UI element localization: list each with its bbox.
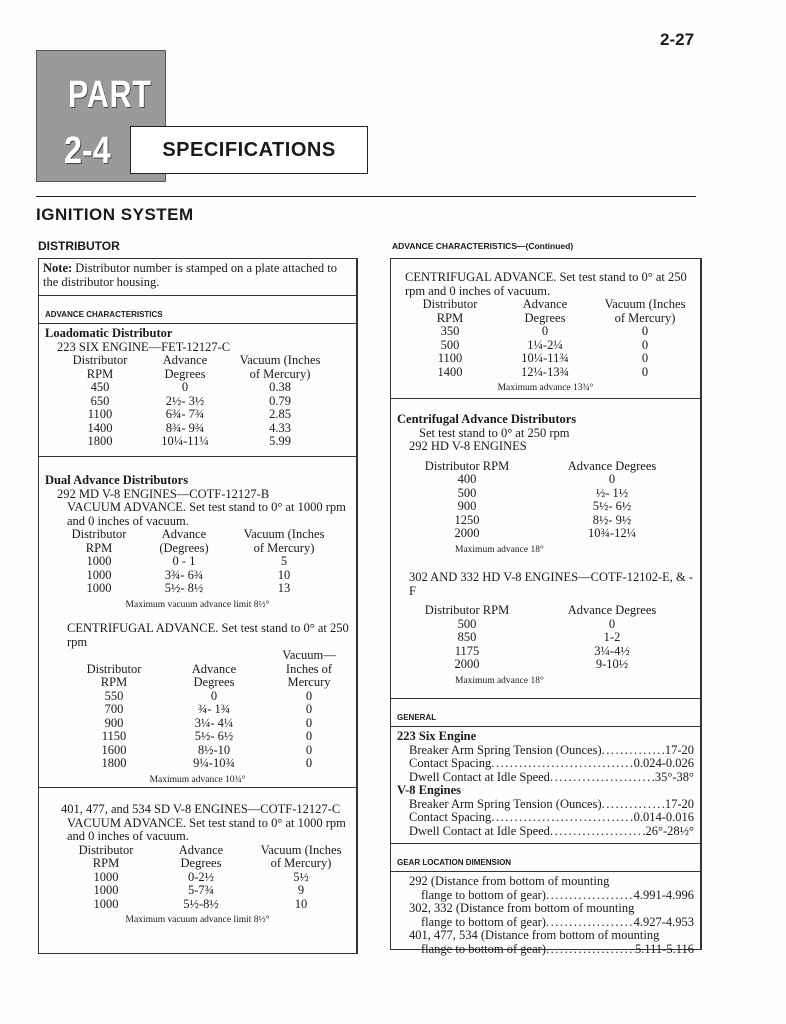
table-cell: 1000 — [86, 567, 112, 582]
engine-label: 302 AND 332 HD V-8 ENGINES—COTF-12102-E, & -F — [409, 570, 694, 598]
general-caption: GENERAL — [391, 699, 700, 727]
gear-item-label: 401, 477, 534 (Distance from bottom of mounting — [409, 928, 660, 942]
table-cell: 0 — [305, 702, 313, 716]
table-cell: 900 — [457, 499, 477, 513]
leader-dots — [491, 757, 633, 771]
table-cell: 0 — [305, 729, 313, 743]
page-title: SPECIFICATIONS — [130, 126, 368, 174]
table-cell: 2000 — [454, 526, 480, 540]
table-cell: 0 — [181, 380, 189, 394]
table-cell: 5 — [280, 554, 288, 568]
table-cell: 500 — [457, 616, 477, 631]
column-header: Vacuum— Inches of Mercury — [282, 648, 336, 689]
leader-dots — [550, 825, 646, 839]
column-header: Distributor RPM — [422, 297, 478, 325]
loadomatic-section — [39, 324, 356, 457]
centrifugal-advance-text: CENTRIFUGAL ADVANCE. Set test stand to 0° at 250 rpm — [67, 621, 349, 649]
spec-value: 35°-38° — [654, 770, 694, 784]
gear-item-label2: flange to bottom of gear) — [421, 942, 546, 956]
table-cell: 0.38 — [269, 380, 291, 394]
part-label: PART — [68, 74, 152, 116]
table-cell: 0 — [305, 756, 313, 770]
note-text: Distributor number is stamped on a plate attached to the distributor housing. — [43, 261, 338, 289]
vacuum-table — [45, 528, 350, 596]
spec-label: Dwell Contact at Idle Speed — [409, 824, 550, 838]
table-cell: 1600 — [101, 742, 127, 757]
table-cell: 0 — [210, 688, 218, 703]
table-cell: 1250 — [454, 512, 480, 527]
table-cell: 10 — [294, 896, 308, 911]
spec-label: Breaker Arm Spring Tension (Ounces) — [409, 743, 602, 757]
gear-item-row — [397, 943, 694, 957]
table-cell: 4.33 — [269, 420, 291, 435]
sd-engines-section — [39, 788, 356, 937]
column-header: Advance (Degrees) — [159, 527, 209, 555]
table-cell: 3¼- 4¼ — [194, 715, 234, 730]
table-note: Maximum vacuum advance limit 8½° — [125, 599, 270, 610]
setup-text: Set test stand to 0° at 250 rpm — [419, 425, 570, 440]
table-cell: 13 — [277, 581, 291, 595]
table-cell: 10¼-11¾ — [521, 351, 569, 365]
spec-row — [397, 811, 694, 825]
table-cell: 9 — [297, 883, 305, 897]
table-cell: 5-7¾ — [187, 883, 215, 897]
gear-location-section — [391, 872, 700, 959]
column-header: Advance Degrees — [567, 458, 657, 473]
table-cell: 1000 — [93, 869, 119, 884]
subsection-title: DISTRIBUTOR — [38, 239, 120, 253]
gear-item-value: 4.991-4.996 — [633, 888, 694, 902]
column-header: Distributor RPM — [86, 661, 142, 689]
table-cell: 350 — [440, 324, 460, 338]
table-note: Maximum vacuum advance limit 8½° — [125, 915, 270, 925]
table-cell: 1150 — [101, 729, 127, 743]
page-number: 2-27 — [660, 30, 695, 49]
table-cell: 0 — [608, 472, 616, 486]
gear-item-label2: flange to bottom of gear) — [421, 888, 546, 902]
column-header: Distributor RPM — [424, 603, 510, 617]
divider — [36, 196, 696, 197]
centrifugal-table — [397, 298, 694, 379]
spec-value: 0.014-0.016 — [633, 811, 694, 824]
table-cell: 0 — [305, 688, 313, 703]
spec-row — [397, 771, 694, 785]
column-header: Distributor RPM — [78, 842, 134, 870]
advance-characteristics-caption: ADVANCE CHARACTERISTICS — [39, 296, 356, 324]
table-cell: 1100 — [87, 407, 113, 421]
distributor-spec-box — [38, 258, 358, 954]
column-header: Advance Degrees — [178, 842, 224, 870]
table-cell: 1¼-2¼ — [527, 337, 563, 352]
spec-row — [397, 825, 694, 839]
table-note: Maximum advance 10¾° — [149, 774, 246, 785]
column-header: Advance Degrees — [567, 603, 657, 617]
table-cell: ¾- 1¾ — [197, 702, 231, 716]
table-cell: 8½-10 — [197, 742, 231, 757]
group-title: V-8 Engines — [397, 783, 462, 797]
vacuum-table — [45, 844, 350, 912]
table-note: Maximum advance 13¾° — [497, 383, 594, 393]
column-header: Vacuum (Inches of Mercury) — [604, 297, 686, 325]
table-cell: 1000 — [86, 581, 112, 595]
leader-dots — [602, 798, 665, 812]
table-cell: 0-2½ — [187, 869, 215, 884]
general-section — [391, 727, 700, 844]
table-cell: 5½ — [293, 869, 309, 884]
table-cell: ½- 1½ — [595, 485, 629, 500]
table-note: Maximum advance 18° — [455, 675, 544, 686]
gear-item-row — [397, 916, 694, 930]
column-header: Advance Degrees — [162, 353, 208, 381]
advance-table — [397, 460, 694, 541]
table-cell: 3¾- 6¾ — [164, 567, 204, 582]
note-label: Note: — [43, 261, 73, 275]
table-cell: 1400 — [437, 364, 463, 379]
advance-table — [45, 354, 350, 449]
table-cell: 1-2 — [603, 630, 621, 644]
section-title: IGNITION SYSTEM — [36, 205, 194, 224]
note-section — [39, 259, 356, 296]
table-cell: 5½- 6½ — [194, 729, 234, 743]
advance-table — [397, 604, 694, 672]
table-cell: 5½-8½ — [183, 896, 219, 911]
table-cell: 0 — [305, 715, 313, 730]
table-cell: 5½- 6½ — [592, 499, 632, 513]
table-cell: 0 — [608, 616, 616, 631]
table-cell: 10¾-12¼ — [588, 526, 636, 540]
spec-row — [397, 798, 694, 812]
vacuum-advance-text: VACUUM ADVANCE. Set test stand to 0° at 1000 rpm and 0 inches of vacuum. — [67, 500, 346, 528]
table-cell: 0.79 — [269, 393, 291, 408]
leader-dots — [550, 771, 655, 785]
cad-title: Centrifugal Advance Distributors — [397, 412, 577, 426]
table-cell: 3¼-4½ — [594, 643, 630, 658]
spec-value: 17-20 — [664, 743, 694, 757]
gear-item-value: 5.111-5.116 — [634, 942, 694, 956]
table-cell: 1000 — [93, 896, 119, 911]
gear-item-label2: flange to bottom of gear) — [421, 915, 546, 929]
dual-advance-section — [39, 457, 356, 788]
table-cell: 9¼-10¾ — [193, 756, 235, 770]
leader-dots — [491, 811, 633, 825]
table-cell: 650 — [90, 393, 110, 408]
spec-label: Contact Spacing — [409, 811, 492, 824]
column-header: Distributor RPM — [72, 353, 128, 381]
table-cell: 0 — [541, 324, 549, 338]
table-cell: 1800 — [101, 756, 127, 770]
vacuum-advance-text: VACUUM ADVANCE. Set test stand to 0° at 1000 rpm and 0 inches of vacuum. — [67, 815, 346, 843]
loadomatic-title: Loadomatic Distributor — [45, 326, 173, 340]
table-cell: 9-10½ — [595, 657, 629, 671]
engine-label: 292 MD V-8 ENGINES—COTF-12127-B — [57, 486, 270, 501]
table-cell: 850 — [457, 630, 477, 644]
table-cell: 2000 — [454, 657, 480, 671]
table-cell: 500 — [440, 337, 460, 352]
table-cell: 900 — [104, 715, 124, 730]
centrifugal-section — [391, 259, 700, 399]
table-cell: 1175 — [454, 643, 480, 658]
part-number: 2-4 — [64, 130, 111, 172]
table-cell: 1400 — [87, 420, 113, 435]
spec-row — [397, 744, 694, 758]
advance-continued-box — [390, 258, 702, 956]
centrifugal-advance-text: CENTRIFUGAL ADVANCE. Set test stand to 0° at 250 rpm and 0 inches of vacuum. — [405, 270, 687, 298]
gear-item-value: 4.927-4.953 — [633, 915, 694, 929]
group-title: 223 Six Engine — [397, 729, 477, 743]
table-cell: 550 — [104, 688, 124, 703]
spec-value: 17-20 — [664, 797, 694, 811]
centrifugal-distributors-section — [391, 399, 700, 699]
spec-label: Breaker Arm Spring Tension (Ounces) — [409, 797, 602, 811]
gear-item-label: 292 (Distance from bottom of mounting — [409, 874, 610, 888]
gear-item-label: 302, 332 (Distance from bottom of mounting — [409, 901, 635, 915]
table-cell: 5½- 8½ — [164, 581, 204, 595]
table-cell: 0 — [641, 351, 649, 365]
leader-dots — [546, 916, 634, 930]
column-header: Distributor RPM — [424, 458, 510, 473]
spec-value: 26°-28½° — [645, 824, 694, 838]
table-cell: 1100 — [437, 351, 463, 365]
column-header: Vacuum (Inches of Mercury) — [243, 527, 325, 555]
leader-dots — [602, 744, 665, 758]
table-cell: 5.99 — [269, 434, 291, 448]
engine-label: 292 HD V-8 ENGINES — [409, 439, 527, 453]
gear-item-row — [397, 889, 694, 903]
table-cell: 10¼-11¼ — [161, 434, 209, 448]
leader-dots — [546, 889, 634, 903]
table-cell: 1000 — [93, 883, 119, 897]
table-cell: 0 — [641, 364, 649, 379]
spec-row — [397, 757, 694, 771]
table-cell: 1000 — [86, 554, 112, 568]
table-cell: 1800 — [87, 434, 113, 448]
column-header: Distributor RPM — [71, 527, 127, 555]
table-cell: 12¼-13¾ — [521, 364, 569, 379]
column-header: Vacuum (Inches of Mercury) — [260, 842, 342, 870]
table-cell: 6¾- 7¾ — [165, 407, 205, 421]
table-cell: 8¾- 9¾ — [165, 420, 205, 435]
table-cell: 0 — [641, 324, 649, 338]
column-header: Advance Degrees — [522, 297, 568, 325]
table-cell: 8½- 9½ — [592, 512, 632, 527]
table-cell: 500 — [457, 485, 477, 500]
table-cell: 400 — [457, 472, 477, 486]
table-cell: 450 — [90, 380, 110, 394]
table-cell: 700 — [104, 702, 124, 716]
leader-dots — [546, 943, 635, 957]
spec-label: Contact Spacing — [409, 757, 492, 770]
spec-value: 0.024-0.026 — [633, 757, 694, 770]
table-cell: 10 — [277, 567, 291, 582]
column-header: Advance Degrees — [191, 661, 237, 689]
centrifugal-table — [45, 649, 350, 771]
dual-title: Dual Advance Distributors — [45, 473, 189, 487]
engine-label: 223 SIX ENGINE—FET-12127-C — [57, 339, 231, 354]
column-header: Vacuum (Inches of Mercury) — [239, 353, 321, 381]
subsection-title-continued: ADVANCE CHARACTERISTICS—(Continued) — [392, 241, 574, 251]
engine-label: 401, 477, and 534 SD V-8 ENGINES—COTF-12127-C — [61, 802, 341, 816]
spec-label: Dwell Contact at Idle Speed — [409, 770, 550, 784]
table-cell: 0 - 1 — [172, 554, 196, 568]
table-cell: 2½- 3½ — [165, 393, 205, 408]
table-note: Maximum advance 18° — [455, 544, 544, 555]
gear-location-caption: GEAR LOCATION DIMENSION — [391, 844, 700, 872]
table-cell: 2.85 — [269, 407, 291, 421]
table-cell: 0 — [305, 742, 313, 757]
table-cell: 0 — [641, 337, 649, 352]
